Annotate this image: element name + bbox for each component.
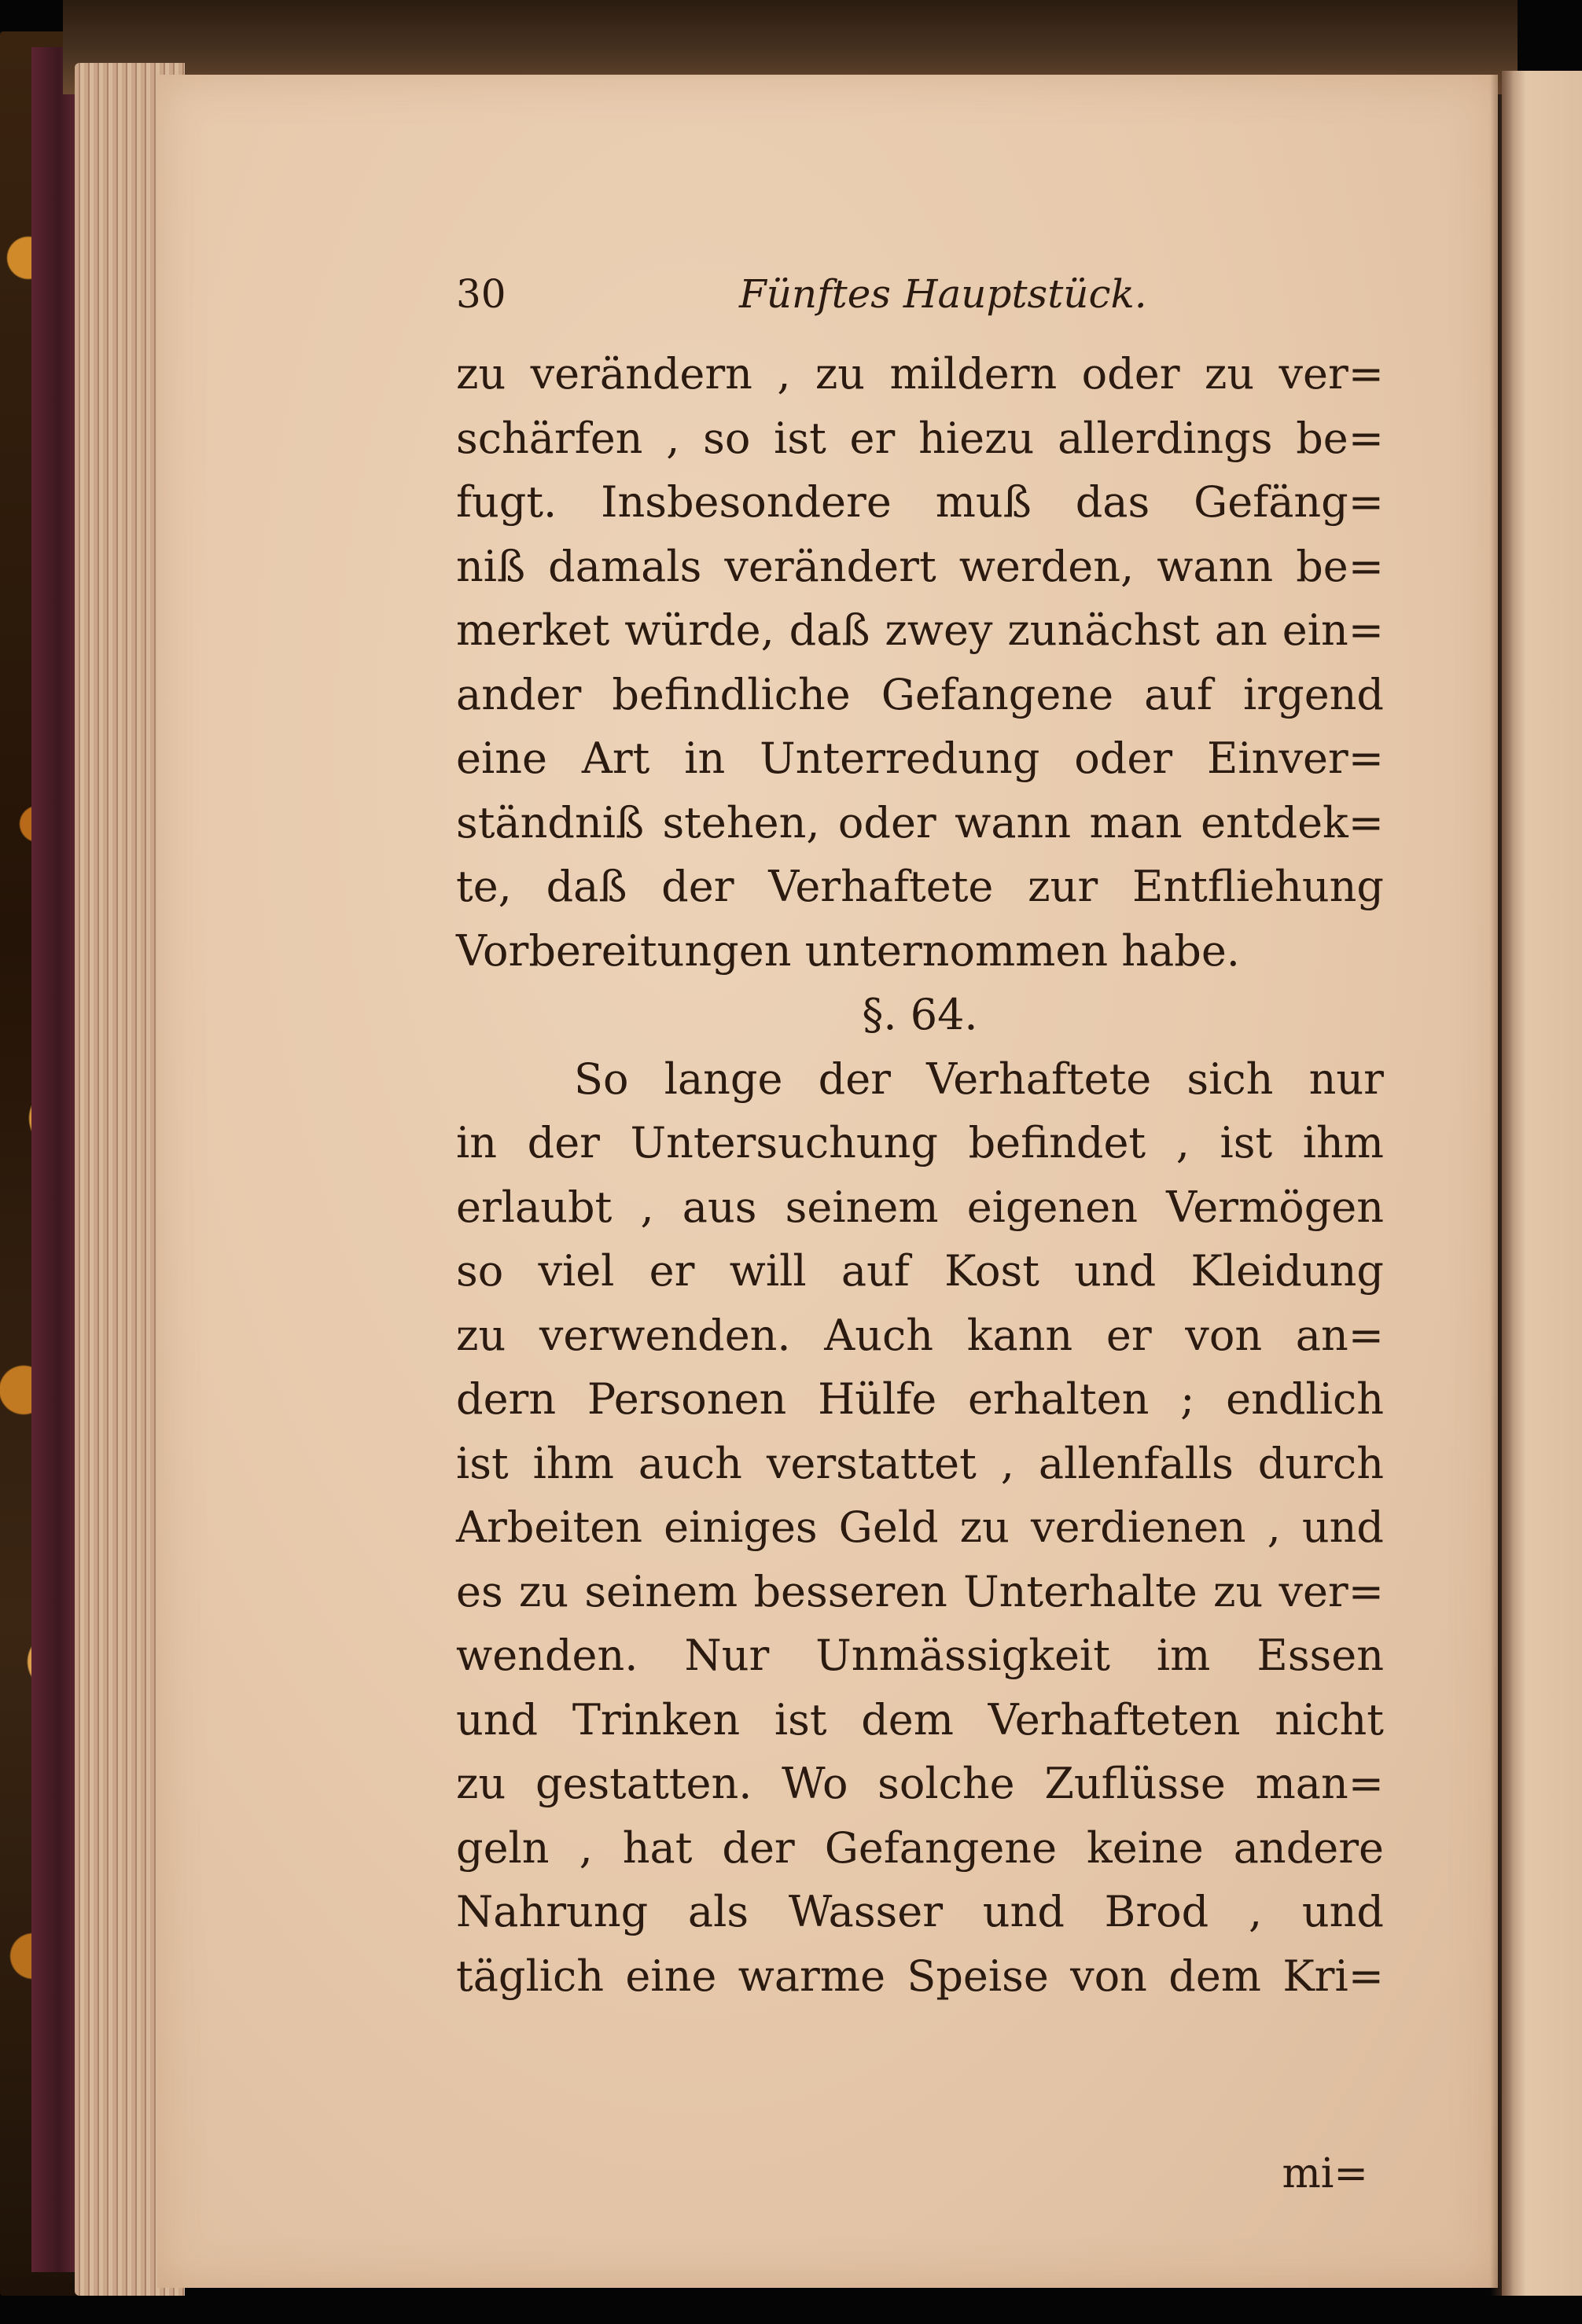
text-line: Arbeiten einiges Geld zu verdienen , und xyxy=(456,1502,1384,1552)
text-line: geln , hat der Gefangene keine andere xyxy=(456,1822,1384,1873)
text-line: niß damals verändert werden, wann be= xyxy=(456,541,1384,591)
text-line: Vorbereitungen unternommen habe. xyxy=(456,925,1240,976)
running-head: Fünftes Hauptstück. xyxy=(739,271,1147,317)
text-line: dern Personen Hülfe erhalten ; endlich xyxy=(456,1374,1384,1424)
text-line: in der Untersuchung befindet , ist ihm xyxy=(456,1118,1384,1168)
text-line: zu gestatten. Wo solche Zuflüsse man= xyxy=(456,1759,1384,1808)
text-line: merket würde, daß zwey zunächst an ein= xyxy=(456,605,1384,655)
text-line: zu verändern , zu mildern oder zu ver= xyxy=(456,349,1384,399)
text-line: erlaubt , aus seinem eigenen Vermögen xyxy=(456,1182,1384,1232)
page-header xyxy=(456,271,1384,342)
text-line: ist ihm auch verstattet , allenfalls durch xyxy=(456,1438,1384,1488)
paragraph-2 xyxy=(456,1047,1384,2009)
text-line: So lange der Verhaftete sich nur xyxy=(574,1054,1384,1104)
text-line: eine Art in Unterredung oder Einver= xyxy=(456,734,1384,783)
text-line: und Trinken ist dem Verhafteten nicht xyxy=(456,1694,1384,1745)
text-line: Nahrung als Wasser und Brod , und xyxy=(456,1887,1384,1936)
page-gutter-shadow xyxy=(1490,71,1514,2296)
text-line: es zu seinem besseren Unterhalte zu ver= xyxy=(456,1566,1384,1616)
text-line: fugt. Insbesondere muß das Gefäng= xyxy=(456,477,1384,527)
text-line: so viel er will auf Kost und Kleidung xyxy=(456,1246,1384,1296)
page-content xyxy=(456,271,1384,2197)
text-line: ander befindliche Gefangene auf irgend xyxy=(456,669,1384,719)
text-line: täglich eine warme Speise von dem Kri= xyxy=(456,1951,1384,2001)
text-line: schärfen , so ist er hiezu allerdings be= xyxy=(456,413,1384,463)
facing-page-edge xyxy=(1502,71,1582,2296)
text-line: zu verwenden. Auch kann er von an= xyxy=(456,1310,1384,1360)
page-number: 30 xyxy=(456,271,506,317)
text-line: wenden. Nur Unmässigkeit im Essen xyxy=(456,1631,1384,1680)
text-line: ständniß stehen, oder wann man entdek= xyxy=(456,797,1384,848)
paragraph-1 xyxy=(456,342,1384,983)
text-line: te, daß der Verhaftete zur Entfliehung xyxy=(456,862,1384,911)
section-heading: §. 64. xyxy=(862,990,978,1039)
catchword: mi= xyxy=(1282,2150,1368,2197)
book-page xyxy=(157,75,1498,2288)
